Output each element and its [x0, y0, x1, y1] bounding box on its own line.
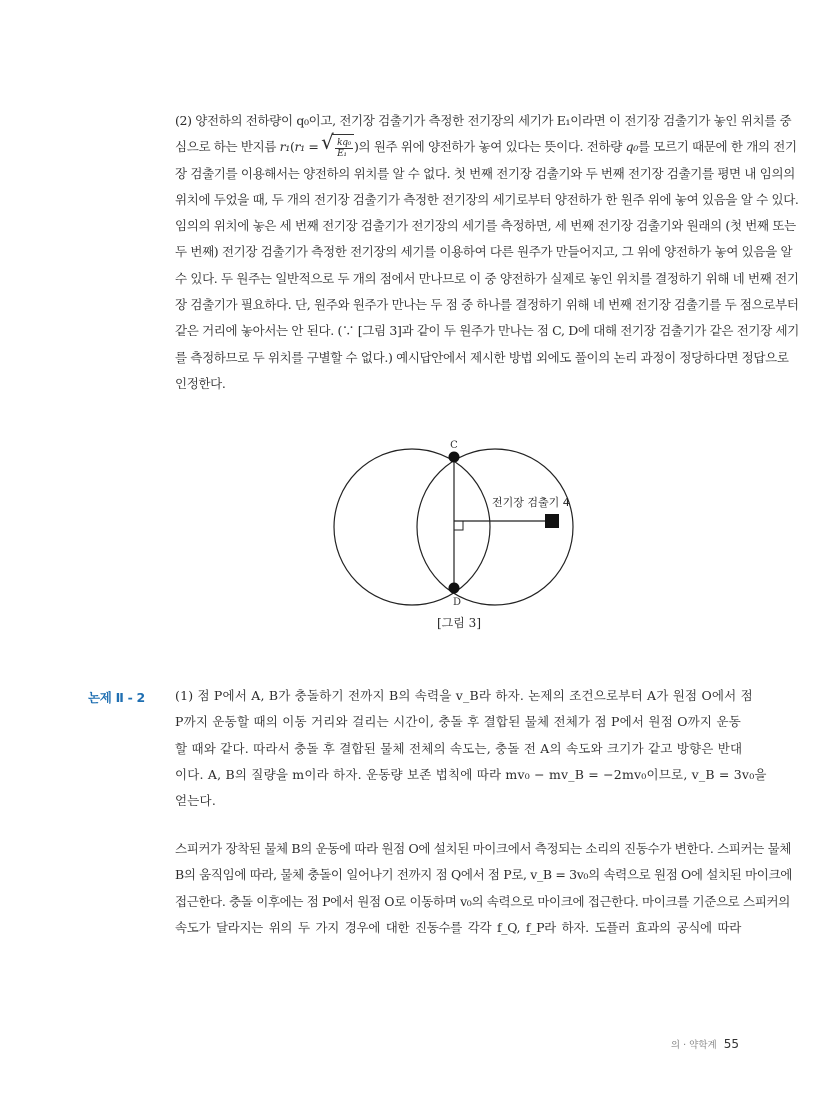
footer-section: 의 · 약학계 — [670, 1040, 717, 1051]
text-line-formula — [175, 134, 797, 160]
text-line: 인정한다. — [175, 375, 226, 391]
text-line: (1) 점 P에서 A, B가 충돌하기 전까지 B의 속력을 v_B라 하자. 논제의 조건으로부터 A가 원점 O에서 점 — [175, 688, 753, 703]
right-angle-marker — [454, 521, 463, 530]
text-line: 장 검출기가 필요하다. 단, 원주와 원주가 만나는 두 점 중 하나를 결정하기 위해 네 번째 전기장 검출기를 두 점으로부터 — [175, 297, 799, 313]
text-line: 를 측정하므로 두 위치를 구별할 수 없다.) 예시답안에서 제시한 방법 외에도 풀이의 논리 과정이 정당하다면 정답으로 — [175, 349, 789, 365]
answer-paragraph-ii-2 — [175, 683, 767, 814]
point-d — [449, 583, 460, 594]
math-q0: q₀ — [625, 139, 638, 155]
text-line: (2) 양전하의 전하량이 q₀이고, 전기장 검출기가 측정한 전기장의 세기가 E₁이라면 이 전기장 검출기가 놓인 위치를 중 — [175, 113, 792, 128]
text-line: 위치에 두었을 때, 두 개의 전기장 검출기가 측정한 전기장의 세기로부터 양전하가 한 원주 위에 놓여 있음을 알 수 있다. — [175, 191, 799, 207]
text-fragment: 심으로 하는 반지름 — [175, 139, 280, 155]
detector-4-marker — [545, 514, 559, 528]
point-c — [449, 452, 460, 463]
math-r1: r₁ — [294, 139, 305, 155]
text-line: 접근한다. 충돌 이후에는 점 P에서 원점 O로 이동하며 v₀의 속력으로 마이크에 접근한다. 마이크를 기준으로 스피커의 — [175, 893, 790, 909]
text-line: 이다. A, B의 질량을 m이라 하자. 운동량 보존 법칙에 따라 mv₀ − mv_B = −2mv₀이므로, v_B = 3v₀을 — [175, 766, 767, 782]
text-line: 스피커가 장착된 물체 B의 운동에 따라 원점 O에 설치된 마이크에서 측정되는 소리의 진동수가 변한다. 스피커는 물체 — [175, 841, 792, 856]
sqrt-expression — [332, 134, 354, 161]
text-line: 할 때와 같다. 따라서 충돌 후 결합된 물체 전체의 속도는, 충돌 전 A의 속도와 크기가 같고 방향은 반대 — [175, 740, 743, 756]
text-fragment: 를 모르기 때문에 한 개의 전기 — [637, 139, 797, 155]
label-c: C — [450, 440, 458, 451]
answer-paragraph-2 — [175, 108, 799, 397]
label-d: D — [452, 597, 462, 608]
circle-left — [334, 449, 490, 605]
page-number: 55 — [723, 1037, 739, 1051]
detector-4-label: 전기장 검출기 4 — [492, 496, 570, 509]
text-line: 장 검출기를 이용해서는 양전하의 위치를 알 수 없다. 첫 번째 전기장 검출기와 두 번째 전기장 검출기를 평면 내 임의의 — [175, 165, 795, 181]
figure-caption: [그림 3] — [437, 616, 481, 630]
text-line: 수 있다. 두 원주는 일반적으로 두 개의 점에서 만나므로 이 중 양전하가 실제로 놓인 위치를 결정하기 위해 네 번째 전기 — [175, 270, 799, 286]
page-footer — [671, 1037, 739, 1051]
fraction — [335, 138, 353, 159]
figure-3-diagram — [320, 432, 580, 612]
text-fragment: )의 원주 위에 양전하가 놓여 있다는 뜻이다. 전하량 — [353, 139, 626, 155]
fraction-denominator: E₁ — [337, 149, 347, 160]
text-line: 임의의 위치에 놓은 세 번째 전기장 검출기가 전기장의 세기를 측정하면, 세 번째 전기장 검출기와 원래의 (첫 번째 또는 — [175, 218, 796, 234]
text-line: 얻는다. — [175, 793, 216, 809]
doppler-paragraph — [175, 836, 792, 941]
text-line: B의 움직임에 따라, 물체 충돌이 일어나기 전까지 점 Q에서 점 P로, v_B = 3v₀의 속력으로 원점 O에 설치된 마이크에 — [175, 867, 792, 883]
math-equals: = — [304, 139, 323, 155]
text-line: P까지 운동할 때의 이동 거리와 걸리는 시간이, 충돌 후 결합된 물체 전체가 점 P에서 원점 O까지 운동 — [175, 714, 741, 730]
text-line: 속도가 달라지는 위의 두 가지 경우에 대한 진동수를 각각 f_Q, f_P라 하자. 도플러 효과의 공식에 따라 — [175, 919, 741, 935]
text-line: 두 번째) 전기장 검출기가 측정한 전기장의 세기를 이용하여 다른 원주가 만들어지고, 그 위에 양전하가 놓여 있음을 알 — [175, 244, 793, 260]
text-line: 같은 거리에 놓아서는 안 된다. (∵ [그림 3]과 같이 두 원주가 만나는 점 C, D에 대해 전기장 검출기가 같은 전기장 세기 — [175, 323, 799, 339]
fraction-numerator: √ kq₀ — [337, 138, 351, 149]
section-heading: 논제 Ⅱ - 2 — [88, 690, 145, 705]
math-r1: r₁ — [279, 139, 290, 155]
text-fragment: ( — [289, 139, 295, 155]
